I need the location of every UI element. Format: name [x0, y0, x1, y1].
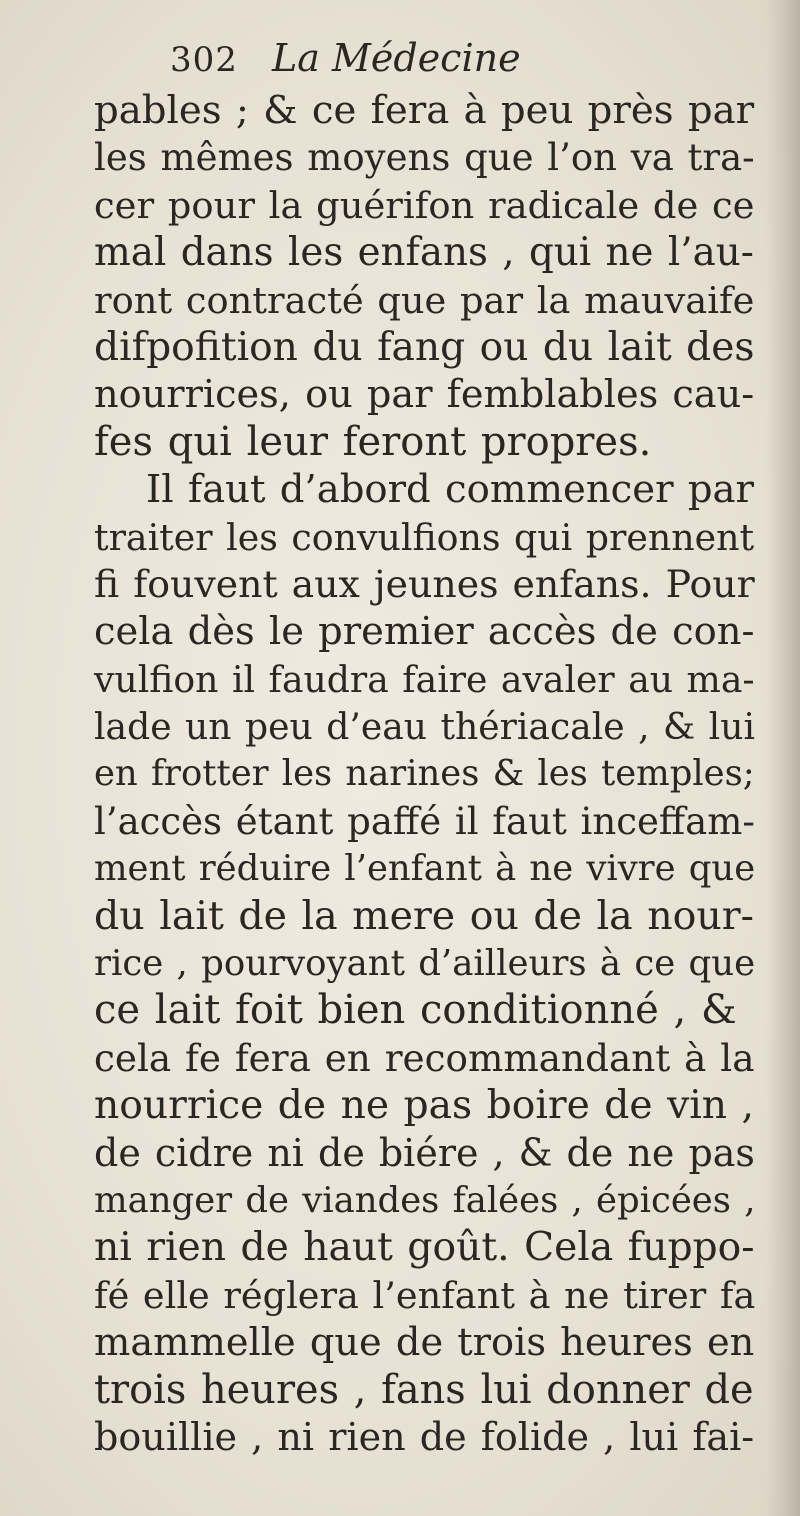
text-line: lade un peu d’eau thériacale , & lui: [94, 705, 756, 749]
text-line: cela dès le premier accès de con-: [94, 609, 755, 655]
text-line: rice , pourvoyant d’ailleurs à ce que: [94, 943, 756, 985]
text-line: mal dans les enfans , qui ne l’au-: [94, 230, 754, 276]
text-line: bouillie , ni rien de folide , lui fai-: [94, 1414, 755, 1459]
text-line: manger de viandes falées , épicées ,: [94, 1179, 756, 1221]
page-number: 302: [170, 40, 238, 80]
text-line: ce lait foit bien conditionné , &: [94, 987, 737, 1034]
paragraph-start-line: Il faut d’abord commencer par: [146, 467, 754, 513]
text-line: cer pour la guérifon radicale de ce: [94, 183, 755, 227]
text-line: ni rien de haut goût. Cela fuppo-: [94, 1225, 755, 1271]
text-line: nourrice de ne pas boire de vin ,: [94, 1083, 754, 1129]
text-line: mammelle que de trois heures en: [94, 1320, 755, 1366]
text-line: traiter les convulfions qui prennent: [94, 515, 755, 559]
text-line: fé elle réglera l’enfant à ne tirer fa: [94, 1273, 756, 1317]
text-line: en frotter les narines & les temples;: [94, 753, 755, 795]
text-line: de cidre ni de biére , & de ne pas: [94, 1130, 755, 1175]
text-line: ront contracté que par la mauvaife: [94, 278, 755, 322]
text-line: nourrices, ou par femblables cau-: [94, 372, 755, 418]
text-line: difpofition du fang ou du lait des: [94, 324, 755, 370]
text-line: les mêmes moyens que l’on va tra-: [94, 136, 755, 180]
text-line: cela fe fera en recommandant à la: [94, 1035, 755, 1080]
running-head: La Médecine: [272, 36, 521, 80]
text-line: du lait de la mere ou de la nour-: [94, 892, 754, 939]
text-line: fes qui leur feront propres.: [94, 418, 652, 465]
page-header: [170, 36, 610, 88]
text-line: trois heures , fans lui donner de: [94, 1366, 754, 1413]
text-line: fi fouvent aux jeunes enfans. Pour: [94, 561, 755, 606]
text-line: vulfion il faudra faire avaler au ma-: [94, 657, 755, 701]
page-edge-shadow: [766, 0, 800, 1516]
text-line: l’accès étant paffé il faut inceffam-: [94, 799, 755, 843]
text-line: pables ; & ce fera à peu près par: [94, 88, 755, 133]
text-line: ment réduire l’enfant à ne vivre que: [94, 848, 756, 890]
body-text: [94, 87, 754, 1461]
